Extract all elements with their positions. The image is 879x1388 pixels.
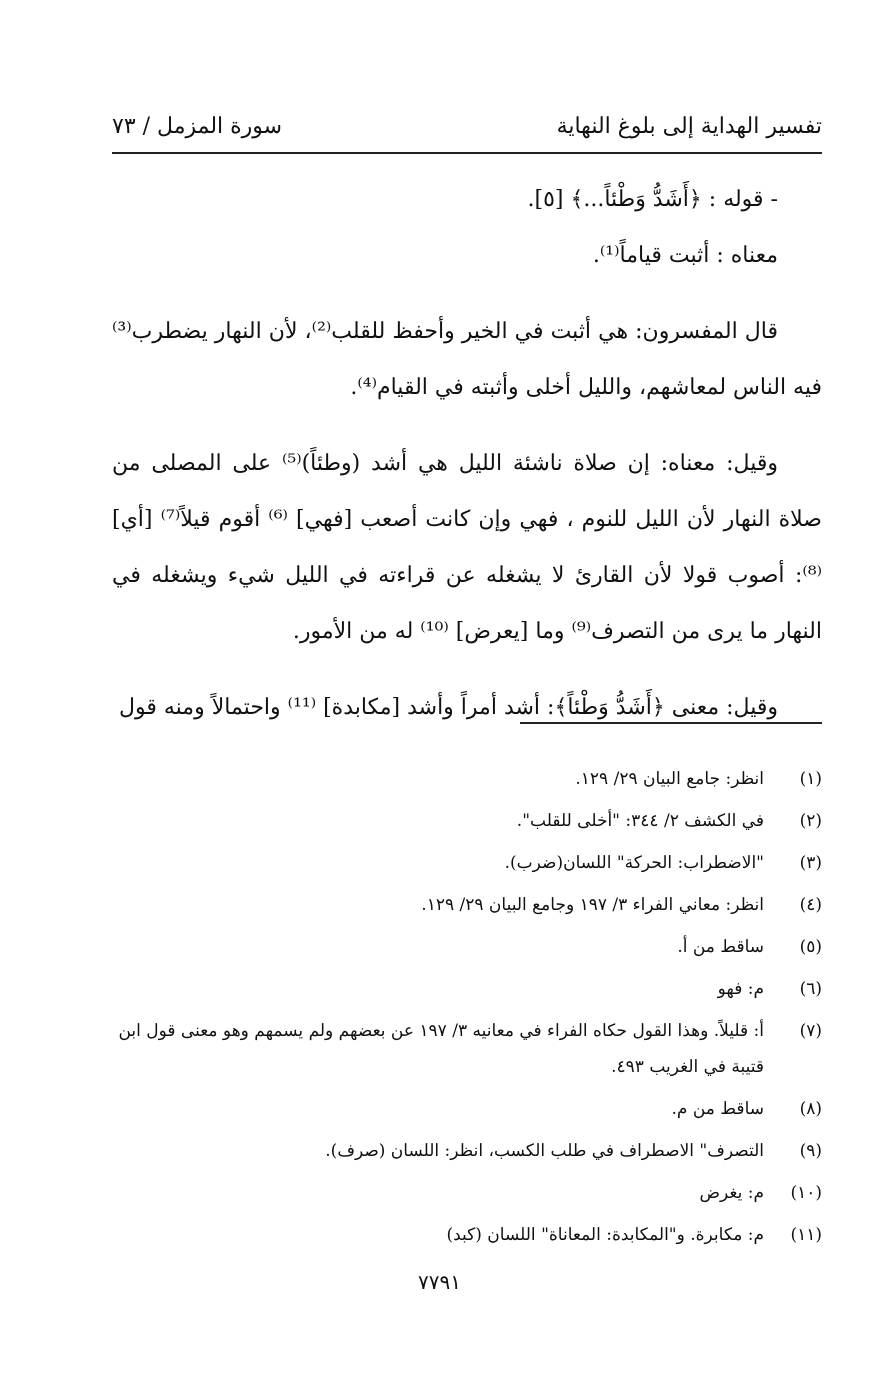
footnote-text: م: فهو <box>717 979 764 999</box>
footnote <box>112 1214 822 1256</box>
footnote <box>112 1130 822 1172</box>
footnote-text: "الاضطراب: الحركة" اللسان(ضرب). <box>504 853 764 873</box>
footnote <box>112 968 822 1010</box>
footnote <box>112 926 822 968</box>
footnote-number: (٩) <box>799 1141 822 1161</box>
footnote-text: ساقط من م. <box>671 1099 764 1119</box>
footnote <box>112 758 822 800</box>
footnote-text: انظر: معاني الفراء ٣/ ١٩٧ وجامع البيان ٢٩/ ١٢٩. <box>421 895 764 915</box>
paragraph-said-1: وقيل: معناه: إن صلاة ناشئة الليل هي أشد (وطئاً)⁽⁵⁾ على المصلى من صلاة النهار لأن الليل للنوم ، فهي وإن كانت أصعب [فهي] ⁽⁶⁾ أقوم قيلاً⁽⁷⁾ [أي] ⁽⁸⁾: أصوب قولا لأن القارئ لا يشغله عن قراءته في الليل شيء ويشغله في النهار ما يرى من التصرف⁽⁹⁾ وما [يعرض] ⁽¹⁰⁾ له من الأمور. <box>112 451 822 644</box>
footnote-number: (٧) <box>799 1021 822 1041</box>
page-number: ٧٧٩١ <box>418 1270 461 1294</box>
main-text <box>112 172 822 736</box>
footnote <box>112 1010 822 1088</box>
footnote <box>112 884 822 926</box>
footnote-text: التصرف" الاصطراف في طلب الكسب، انظر: اللسان (صرف). <box>325 1141 764 1161</box>
footnotes <box>112 758 822 1256</box>
footnote-text: م: مكابرة. و"المكابدة: المعاناة" اللسان (كبد) <box>446 1225 764 1245</box>
footnote-text: أ: قليلاً. وهذا القول حكاه الفراء في معانيه ٣/ ١٩٧ عن بعضهم ولم يسمهم وهو معنى قول ابن قتيبة في الغريب ٤٩٣. <box>118 1021 764 1077</box>
paragraph-commentators: قال المفسرون: هي أثبت في الخير وأحفظ للقلب⁽²⁾، لأن النهار يضطرب⁽³⁾ فيه الناس لمعاشهم، والليل أخلى وأثبته في القيام⁽⁴⁾. <box>112 319 822 400</box>
footnote <box>112 1088 822 1130</box>
sura-label: سورة المزمل / ٧٣ <box>112 114 283 139</box>
footnote-number: (٨) <box>799 1099 822 1119</box>
footnote <box>112 1172 822 1214</box>
paragraph-verse: - قوله : ﴿أَشَدُّ وَطْئاً...﴾ [٥]. <box>527 187 778 212</box>
footnote-text: ساقط من أ. <box>677 937 764 957</box>
running-header <box>112 108 822 154</box>
footnote-text: م: يغرض <box>699 1183 764 1203</box>
footnote-number: (١٠) <box>790 1183 822 1203</box>
footnote-text: انظر: جامع البيان ٢٩/ ١٢٩. <box>575 769 764 789</box>
footnote-number: (٦) <box>799 979 822 999</box>
footnote-number: (٥) <box>799 937 822 957</box>
paragraph-meaning: معناه : أثبت قياماً⁽¹⁾. <box>592 243 778 268</box>
footnote-number: (١) <box>799 769 822 789</box>
footnote <box>112 842 822 884</box>
paragraph-said-2: وقيل: معنى ﴿أَشَدُّ وَطْئاً﴾: أشد أمراً وأشد [مكابدة] ⁽¹¹⁾ واحتمالاً ومنه قول <box>119 695 778 720</box>
footnote-number: (٤) <box>799 895 822 915</box>
footnote <box>112 800 822 842</box>
footnote-number: (٣) <box>799 853 822 873</box>
footnote-text: في الكشف ٢/ ٣٤٤: "أخلى للقلب". <box>516 811 764 831</box>
book-title: تفسير الهداية إلى بلوغ النهاية <box>556 114 822 139</box>
footnote-number: (١١) <box>790 1225 822 1245</box>
footnote-number: (٢) <box>799 811 822 831</box>
footnote-divider <box>520 722 822 724</box>
